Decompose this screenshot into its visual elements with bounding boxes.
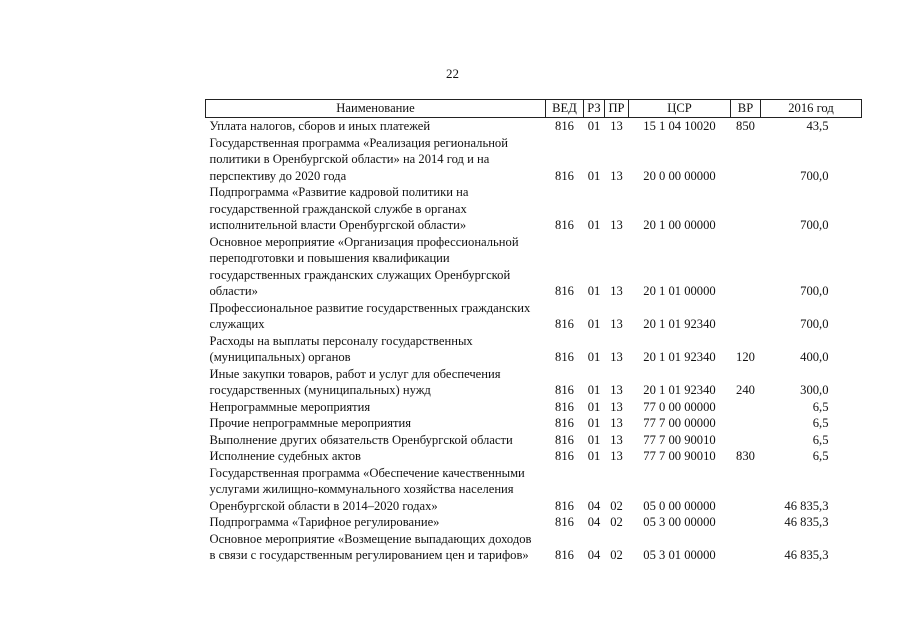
cell-csr: 77 7 00 00000 — [643, 416, 716, 430]
cell-amount: 700,0 — [800, 168, 829, 183]
cell-csr: 20 0 00 00000 — [643, 168, 716, 183]
table-row — [206, 184, 862, 234]
cell-amount: 6,5 — [812, 449, 829, 463]
cell-csr: 20 1 01 92340 — [643, 350, 716, 364]
table-body — [206, 118, 862, 564]
column-header-pr: ПР — [605, 100, 629, 118]
cell-pr: 13 — [610, 383, 623, 397]
cell-pr: 13 — [610, 432, 623, 447]
cell-amount: 43,5 — [806, 119, 829, 133]
table-row — [206, 531, 862, 564]
cell-name: Расходы на выплаты персоналу государственных (муниципальных) органов — [209, 333, 473, 364]
cell-rz: 01 — [587, 449, 601, 463]
cell-amount: 6,5 — [812, 416, 829, 430]
cell-ved: 816 — [555, 498, 574, 513]
cell-ved: 816 — [555, 350, 574, 364]
cell-rz: 01 — [587, 119, 601, 133]
cell-amount: 46 835,3 — [784, 498, 829, 513]
cell-rz: 01 — [587, 350, 601, 364]
cell-amount: 400,0 — [800, 350, 829, 364]
table-row — [206, 135, 862, 185]
cell-amount: 700,0 — [800, 317, 829, 331]
cell-rz: 01 — [587, 317, 601, 331]
cell-rz: 01 — [587, 284, 601, 298]
cell-ved: 816 — [555, 168, 574, 183]
cell-rz: 01 — [587, 432, 601, 447]
table-row — [206, 333, 862, 366]
cell-amount: 6,5 — [812, 399, 829, 414]
cell-name: Подпрограмма «Тарифное регулирование» — [209, 515, 440, 529]
cell-pr: 13 — [610, 416, 623, 430]
cell-ved: 816 — [555, 548, 574, 562]
cell-pr: 13 — [610, 399, 623, 414]
cell-pr: 13 — [610, 284, 623, 298]
cell-vr: 830 — [736, 449, 755, 463]
column-header-rz: РЗ — [584, 100, 605, 118]
table-row — [206, 465, 862, 515]
cell-vr — [731, 184, 761, 234]
cell-name: Основное мероприятие «Возмещение выпадающих доходов в связи с государственным регулированием цен и тарифов» — [209, 531, 532, 562]
cell-name: Уплата налогов, сборов и иных платежей — [209, 119, 431, 133]
cell-amount: 46 835,3 — [784, 548, 829, 562]
cell-amount: 6,5 — [812, 432, 829, 447]
cell-amount: 700,0 — [800, 218, 829, 232]
cell-csr: 20 1 01 92340 — [643, 317, 716, 331]
budget-table — [205, 99, 862, 564]
cell-ved: 816 — [555, 383, 574, 397]
cell-ved: 816 — [555, 399, 574, 414]
table-row — [206, 366, 862, 399]
cell-vr — [731, 531, 761, 564]
cell-pr: 13 — [610, 168, 623, 183]
cell-ved: 816 — [555, 432, 574, 447]
cell-pr: 13 — [610, 218, 623, 232]
cell-name: Государственная программа «Реализация региональной политики в Оренбургской области» на 2014 год и на перспективу до 2020 года — [209, 135, 508, 183]
cell-pr: 13 — [610, 350, 623, 364]
cell-name: Прочие непрограммные мероприятия — [209, 416, 412, 430]
cell-pr: 02 — [610, 548, 623, 562]
cell-rz: 01 — [587, 218, 601, 232]
cell-amount: 300,0 — [800, 383, 829, 397]
cell-csr: 20 1 01 92340 — [643, 383, 716, 397]
table-row — [206, 300, 862, 333]
table-row — [206, 415, 862, 432]
cell-rz: 01 — [587, 168, 601, 183]
column-header-vr: ВР — [731, 100, 761, 118]
cell-vr — [731, 399, 761, 416]
column-header-amount: 2016 год — [761, 100, 862, 118]
cell-vr — [731, 432, 761, 449]
header-row — [206, 100, 862, 118]
cell-csr: 05 0 00 00000 — [643, 498, 716, 513]
cell-ved: 816 — [555, 119, 574, 133]
cell-csr: 05 3 00 00000 — [643, 515, 716, 529]
cell-csr: 15 1 04 10020 — [643, 119, 716, 133]
cell-rz: 04 — [587, 498, 601, 513]
cell-pr: 13 — [610, 317, 623, 331]
table-row — [206, 448, 862, 465]
cell-vr — [731, 300, 761, 333]
cell-csr: 77 7 00 90010 — [643, 432, 716, 447]
cell-name: Выполнение других обязательств Оренбургской области — [209, 432, 513, 447]
table-header — [206, 100, 862, 118]
cell-vr: 120 — [736, 350, 755, 364]
table-row — [206, 514, 862, 531]
cell-csr: 77 7 00 90010 — [643, 449, 716, 463]
cell-ved: 816 — [555, 218, 574, 232]
cell-name: Подпрограмма «Развитие кадровой политики на государственной гражданской службе в органах исполнительной власти Оренбургской области» — [209, 185, 469, 232]
cell-name: Государственная программа «Обеспечение качественными услугами жилищно-коммунального хозяйства населения Оренбургской области в 2014–2020 годах» — [209, 465, 525, 513]
cell-csr: 05 3 01 00000 — [643, 548, 716, 562]
cell-pr: 13 — [610, 119, 623, 133]
cell-rz: 01 — [587, 383, 601, 397]
cell-amount: 700,0 — [800, 284, 829, 298]
cell-rz: 01 — [587, 399, 601, 414]
cell-vr: 850 — [736, 119, 755, 133]
table-row — [206, 432, 862, 449]
cell-pr: 02 — [610, 515, 623, 529]
cell-csr: 20 1 01 00000 — [643, 284, 716, 298]
cell-pr: 13 — [610, 449, 623, 463]
cell-ved: 816 — [555, 284, 574, 298]
cell-name: Основное мероприятие «Организация профессиональной переподготовки и повышения квалификации государственных гражданских служащих Оренбургской области» — [209, 234, 519, 298]
cell-rz: 04 — [587, 515, 601, 529]
cell-ved: 816 — [555, 416, 574, 430]
cell-vr — [731, 135, 761, 185]
cell-vr — [731, 514, 761, 531]
column-header-ved: ВЕД — [546, 100, 584, 118]
cell-amount: 46 835,3 — [784, 515, 829, 529]
cell-vr — [731, 415, 761, 432]
cell-rz: 04 — [587, 548, 601, 562]
column-header-name: Наименование — [206, 100, 546, 118]
cell-vr: 240 — [736, 383, 755, 397]
table-row — [206, 399, 862, 416]
cell-rz: 01 — [587, 416, 601, 430]
cell-csr: 77 0 00 00000 — [643, 399, 716, 414]
cell-ved: 816 — [555, 515, 574, 529]
cell-pr: 02 — [610, 498, 623, 513]
cell-vr — [731, 465, 761, 515]
cell-name: Исполнение судебных актов — [209, 449, 361, 463]
column-header-csr: ЦСР — [629, 100, 731, 118]
table-row — [206, 234, 862, 300]
cell-name: Иные закупки товаров, работ и услуг для обеспечения государственных (муниципальных) нужд — [209, 366, 501, 397]
page-number: 22 — [446, 66, 459, 81]
cell-csr: 20 1 00 00000 — [643, 218, 716, 232]
cell-name: Профессиональное развитие государственных гражданских служащих — [209, 300, 531, 331]
cell-vr — [731, 234, 761, 300]
cell-ved: 816 — [555, 449, 574, 463]
cell-ved: 816 — [555, 317, 574, 331]
table-row — [206, 118, 862, 135]
cell-name: Непрограммные мероприятия — [209, 399, 371, 414]
